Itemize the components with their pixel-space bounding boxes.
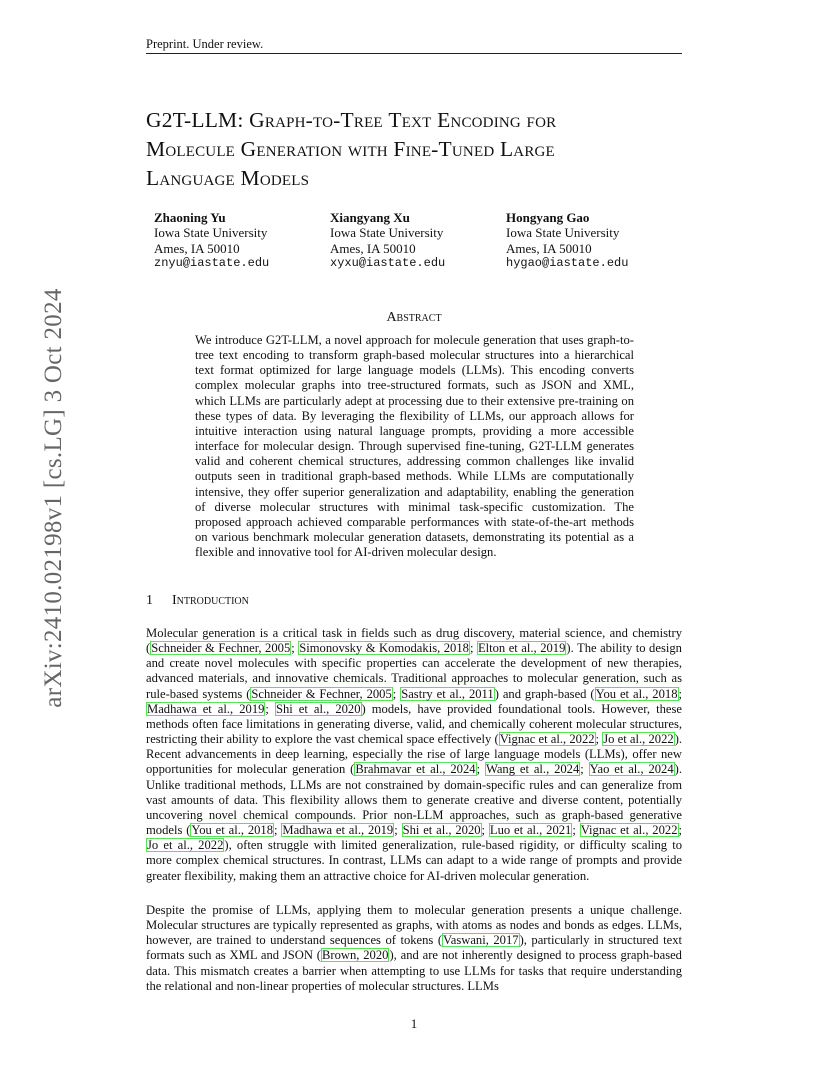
body-text: ; [476, 762, 485, 777]
body-text: ) models, have provided foundational tools. However, these methods often face limitations in generating diverse, valid, and chemically coherent molecular structures, restricting their ability to explore the vast chemical space effectively ( [146, 701, 682, 747]
intro-paragraph-2 [146, 903, 682, 994]
title-part: T [438, 137, 452, 161]
body-text: ; [481, 823, 489, 838]
citation-link[interactable]: You et al., 2018 [191, 823, 274, 838]
title-part: uned [451, 137, 500, 161]
title-part: ine- [405, 137, 439, 161]
body-text: ), often struggle with limited generalization, rule-based rigidity, or difficulty scaling to more complex chemical structures. In contrast, LLMs can adapt to a wide range of prompts and provide greater flexibility, making them an attractive choice for AI-driven molecular generation. [146, 838, 683, 883]
author-2 [330, 210, 500, 272]
body-text: ). Unlike traditional methods, LLMs are not constrained by domain-specific rules and can generalize from vast amounts of data. This flexibility allows them to generate creative and diverse content, potentially uncovering novel chemical compounds. Prior non-LLM approaches, such as graph-based generative models ( [146, 762, 682, 838]
author-affiliation: Iowa State University [330, 225, 444, 241]
citation-link[interactable]: Vignac et al., 2022 [580, 823, 678, 838]
body-text: ). Recent advancements in deep learning, especially the rise of large language models (LLMs), offer new opportunities for molecular generation ( [146, 732, 683, 777]
author-3 [506, 210, 676, 272]
body-text: ; [580, 762, 589, 777]
citation-link[interactable]: Vignac et al., 2022 [499, 732, 595, 747]
body-text: ; [678, 686, 682, 701]
body-text: ; [394, 823, 402, 838]
title-part: arge [513, 137, 555, 161]
citation-link[interactable]: Madhawa et al., 2019 [147, 701, 265, 716]
author-1 [154, 210, 324, 272]
citation-link[interactable]: Shi et al., 2020 [402, 823, 481, 838]
citation-link[interactable]: Madhawa et al., 2019 [282, 823, 394, 838]
body-text: ; [469, 641, 477, 656]
citation-link[interactable]: Wang et al., 2024 [485, 762, 580, 777]
author-city: Ames, IA 50010 [330, 240, 416, 256]
body-text: ) and graph-based ( [494, 686, 595, 701]
body-text: ; [595, 732, 603, 747]
author-affiliation: Iowa State University [154, 225, 268, 241]
title-part: L [499, 137, 514, 161]
author-name: Hongyang Gao [506, 210, 590, 225]
header-rule [146, 53, 682, 54]
body-text: ; [291, 641, 299, 656]
title-part: ext [401, 108, 438, 132]
body-text: ). The ability to design and create novel molecules with specific properties can accelerate the development of new therapies, advanced materials, and innovative chemicals. Traditional approaches to molecular generation, such as rule-based systems ( [146, 641, 682, 701]
citation-link[interactable]: Shi et al., 2020 [275, 701, 361, 716]
page-number: 1 [410, 1016, 418, 1031]
title-part: T [340, 108, 354, 132]
citation-link[interactable]: Elton et al., 2019 [477, 641, 566, 656]
title-part: anguage [159, 166, 241, 190]
citation-link[interactable]: Vaswani, 2017 [443, 933, 519, 948]
citation-link[interactable]: Jo et al., 2022 [603, 732, 674, 747]
title-part: ncoding for [450, 108, 557, 132]
running-header: Preprint. Under review. [146, 37, 264, 51]
title-part: T [388, 108, 402, 132]
author-name: Zhaoning Yu [154, 210, 226, 225]
section-number: 1 [146, 593, 153, 608]
body-text: ), particularly in structured text formats such as XML and JSON ( [146, 933, 682, 963]
author-email[interactable]: hygao@iastate.edu [506, 256, 629, 271]
citation-link[interactable]: You et al., 2018 [595, 686, 678, 701]
citation-link[interactable]: Sastry et al., 2011 [401, 686, 494, 701]
body-text: ), and are not inherently designed to process graph-based data. This mismatch creates a barrier when attempting to use LLMs for tasks that require understanding the relational and non-linear properties of molecular structures. LLMs [146, 948, 682, 993]
title-part: eneration with [256, 137, 394, 161]
title-part: M [240, 166, 260, 190]
citation-link[interactable]: Schneider & Fechner, 2005 [151, 641, 291, 656]
title-part: E [437, 108, 451, 132]
author-email[interactable]: znyu@iastate.edu [154, 256, 270, 271]
body-text: ; [392, 686, 401, 701]
citation-link[interactable]: Simonovsky & Komodakis, 2018 [299, 641, 469, 656]
citation-link[interactable]: Schneider & Fechner, 2005 [251, 686, 392, 701]
body-text: ; [265, 701, 275, 716]
title-part: L [146, 166, 160, 190]
title-part: G2T-LLM: G [146, 108, 265, 132]
body-text: ; [678, 823, 682, 838]
title-part: M [146, 137, 166, 161]
citation-link[interactable]: Luo et al., 2021 [489, 823, 572, 838]
section-title: Introduction [172, 593, 249, 608]
paper-title [146, 106, 686, 193]
citation-link[interactable]: Jo et al., 2022 [147, 838, 224, 853]
abstract-text: We introduce G2T-LLM, a novel approach for molecule generation that uses graph-to-tree text encoding to transform graph-based molecular structures into a hierarchical text format optimized for large language models (LLMs). This encoding converts complex molecular graphs into tree-structured formats, such as JSON and XML, which LLMs are particularly adept at processing due to their extensive pre-training on these types of data. By leveraging the flexibility of LLMs, our approach allows for intuitive interaction using natural language prompts, providing a more accessible interface for molecular design. Through supervised fine-tuning, G2T-LLM generates valid and coherent chemical structures, addressing common challenges like invalid outputs seen in traditional graph-based methods. While LLMs are computationally intensive, they offer superior generalization and adaptability, enabling the generation of diverse molecular structures with minimal task-specific customization. The proposed approach achieved comparable performances with state-of-the-art methods on various benchmark molecular generation datasets, demonstrating its potential as a flexible and innovative tool for AI-driven molecular design. [195, 333, 634, 560]
author-affiliation: Iowa State University [506, 225, 620, 241]
title-part: olecule [165, 137, 241, 161]
citation-link[interactable]: Brown, 2020 [322, 948, 389, 963]
arxiv-side-identifier [34, 288, 74, 708]
section-heading [146, 593, 249, 609]
author-city: Ames, IA 50010 [154, 240, 240, 256]
citation-link[interactable]: Brahmavar et al., 2024 [355, 762, 476, 777]
body-text: Molecular generation is a critical task in fields such as drug discovery, material science, and chemistry ( [146, 626, 682, 656]
body-text: Despite the promise of LLMs, applying them to molecular generation presents a unique challenge. Molecular structures are typically represented as graphs, with atoms as nodes and bonds as edges. LLMs, however, are trained to understand sequences of tokens ( [146, 903, 682, 948]
author-name: Xiangyang Xu [330, 210, 410, 225]
body-text: ; [274, 823, 282, 838]
abstract-heading: Abstract [386, 310, 442, 325]
title-part: G [240, 137, 257, 161]
arxiv-id-text: arXiv:2410.02198v1 [cs.LG] 3 Oct 2024 [40, 288, 67, 708]
body-text: ; [572, 823, 580, 838]
title-part: odels [259, 166, 310, 190]
title-part: ree [353, 108, 389, 132]
author-email[interactable]: xyxu@iastate.edu [330, 256, 446, 271]
intro-paragraph-1 [146, 626, 682, 884]
title-part: F [393, 137, 406, 161]
citation-link[interactable]: Yao et al., 2024 [589, 762, 674, 777]
title-part: raph-to- [264, 108, 341, 132]
author-city: Ames, IA 50010 [506, 240, 592, 256]
